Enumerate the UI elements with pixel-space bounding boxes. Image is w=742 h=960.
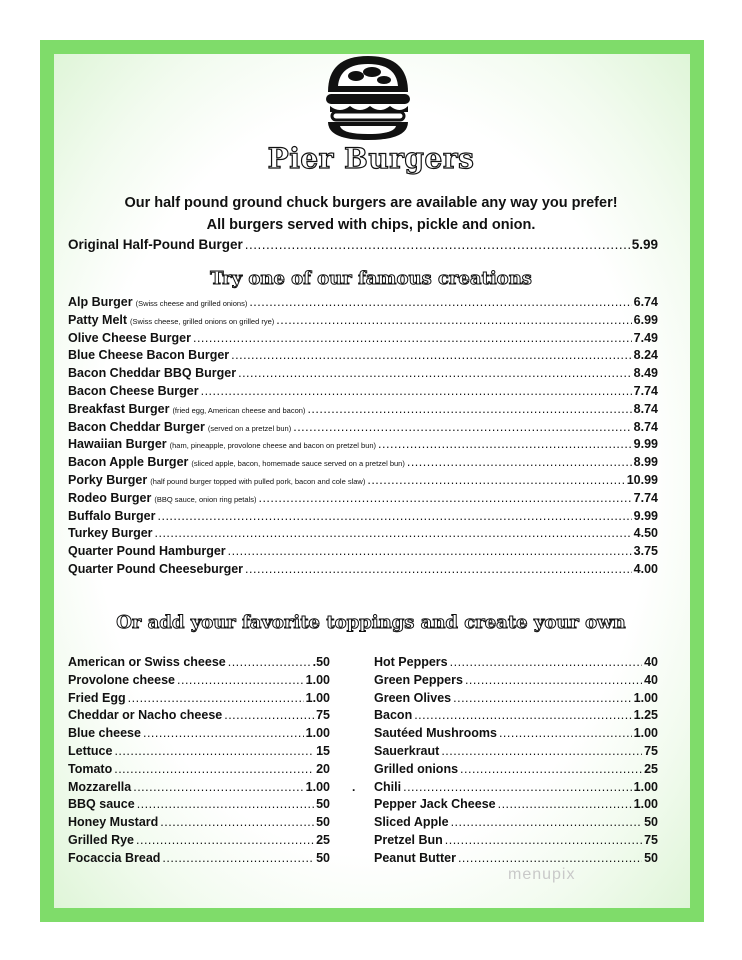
menu-item-price: 40: [644, 655, 658, 669]
menu-item-row: [68, 313, 658, 327]
leader-dots: [158, 509, 632, 523]
menu-item-name: Tomato: [68, 761, 113, 776]
leader-dots: [451, 815, 643, 829]
menu-item-name: Fried Egg: [68, 690, 126, 705]
menu-item-row: [374, 691, 658, 705]
leader-dots: [367, 473, 624, 487]
menu-item-row: [68, 437, 658, 451]
menu-item-row: [68, 491, 658, 505]
menu-item-note: (Swiss cheese, grilled onions on grilled rye): [130, 316, 275, 326]
leader-dots: [307, 402, 631, 416]
menu-item-note: (Swiss cheese and grilled onions): [135, 299, 248, 308]
menu-item-name: Buffalo Burger: [68, 508, 156, 523]
menu-item-row: [68, 473, 658, 487]
leader-dots: [114, 744, 314, 758]
menu-item-note: (BBQ sauce, onion ring petals): [154, 494, 257, 504]
menu-item-name: Chili: [374, 779, 402, 794]
menu-item-name: Sauerkraut: [374, 744, 440, 758]
leader-dots: [453, 691, 632, 705]
menu-item-price: 1.00: [633, 726, 658, 741]
menu-item-row: [68, 295, 658, 309]
menu-item-price: 8.74: [633, 401, 658, 416]
menu-item-price: 1.00: [305, 779, 330, 794]
menu-item-row: [374, 833, 658, 847]
leader-dots: [293, 420, 631, 434]
leader-dots: [499, 726, 632, 740]
menu-item-note: (sliced apple, bacon, homemade sauce served on a pretzel bun): [191, 459, 405, 469]
leader-dots: [128, 691, 304, 705]
menu-item-row: [374, 744, 658, 758]
menu-item-name: Honey Mustard: [68, 815, 159, 830]
leader-dots: [407, 455, 632, 469]
menu-item-price: 1.00: [633, 779, 658, 794]
menu-item-price: 8.74: [633, 419, 658, 434]
menu-item-row: [68, 673, 330, 687]
menu-item-row: [68, 348, 658, 362]
menu-item-row: [68, 762, 330, 776]
menu-item-price: 1.00: [305, 726, 330, 741]
leader-dots: [378, 437, 632, 451]
menu-item-row: [374, 708, 658, 722]
intro-line-2: All burgers served with chips, pickle and onion.: [206, 217, 536, 233]
menu-item-name: American or Swiss cheese: [68, 655, 226, 669]
menu-item-row: [68, 726, 330, 740]
menu-item-name: Green Olives: [374, 690, 452, 705]
menu-item-price: 8.49: [633, 366, 658, 381]
intro-line-1: Our half pound ground chuck burgers are available any way you prefer!: [124, 195, 618, 211]
watermark: menupix: [508, 866, 576, 883]
menu-item-row: [68, 655, 330, 669]
menu-item-note: (fried egg, American cheese and bacon): [172, 405, 306, 415]
menu-item-name: Cheddar or Nacho cheese: [68, 708, 223, 723]
menu-item-name: Porky Burger: [68, 473, 148, 487]
menu-item-name: Quarter Pound Hamburger: [68, 544, 226, 559]
leader-dots: [155, 526, 632, 540]
menu-item-price: 1.00: [305, 672, 330, 687]
menu-item-price: 6.99: [633, 312, 658, 327]
toppings-heading: Or add your favorite toppings and create your own: [116, 612, 626, 633]
menu-item-name: Sautéed Mushrooms: [374, 726, 497, 741]
menu-item-price: 75: [644, 744, 658, 758]
menu-item-price: 1.25: [633, 708, 658, 723]
leader-dots: [160, 815, 314, 829]
menu-item-name: Mozzarella: [68, 779, 132, 794]
menu-item-name: Grilled onions: [374, 761, 459, 776]
menu-item-name: Blue Cheese Bacon Burger: [68, 348, 230, 363]
stray-mark: .: [352, 780, 356, 794]
menu-item-name: Bacon Cheese Burger: [68, 384, 199, 398]
menu-item-row: [68, 509, 658, 523]
menu-item-row: [68, 455, 658, 469]
menu-item-price: 25: [316, 833, 330, 847]
menu-item-row: [68, 526, 658, 540]
leader-dots: [133, 780, 303, 794]
menu-item-price: 7.74: [633, 490, 658, 505]
menu-item-price: 6.74: [633, 295, 658, 309]
menu-item-price: 75: [316, 708, 330, 723]
menu-item-name: Sliced Apple: [374, 815, 449, 830]
leader-dots: [498, 797, 632, 811]
menu-item-name: Patty Melt: [68, 312, 128, 327]
menu-item-price: 75: [644, 833, 658, 847]
menu-item-name: Bacon: [374, 708, 413, 723]
menu-item-price: 9.99: [633, 508, 658, 523]
leader-dots: [403, 780, 632, 794]
menu-item-name: Bacon Cheddar Burger: [68, 419, 205, 434]
menu-item-price: 25: [644, 761, 658, 776]
menu-item-price: 50: [644, 850, 658, 865]
leader-dots: [450, 655, 642, 669]
menu-item-name: Provolone cheese: [68, 672, 175, 687]
menu-item-row: [68, 544, 658, 558]
original-burger-row: Original Half-Pound Burger ..... 5.99: [68, 237, 658, 252]
menu-item-row: [68, 366, 658, 380]
menu-item-price: 50: [316, 815, 330, 830]
menu-item-name: Grilled Rye: [68, 833, 134, 847]
leader-dots: [114, 762, 314, 776]
leader-dots: [201, 384, 632, 398]
menu-item-name: BBQ sauce: [68, 797, 135, 812]
menu-item-price: 15: [316, 744, 330, 758]
menu-item-price: 7.49: [633, 330, 658, 345]
menu-item-name: Breakfast Burger: [68, 401, 170, 416]
leader-dots: [458, 851, 642, 865]
menu-item-name: Olive Cheese Burger: [68, 330, 191, 345]
menu-item-price: 4.00: [633, 562, 658, 576]
menu-item-row: [68, 744, 330, 758]
menu-item-price: 8.99: [633, 455, 658, 470]
leader-dots: [177, 673, 304, 687]
leader-dots: [231, 348, 631, 362]
leader-dots: [193, 331, 632, 345]
menu-item-price: 8.24: [633, 348, 658, 363]
menu-item-price: 9.99: [633, 437, 658, 452]
menu-item-name: Hawaiian Burger: [68, 437, 167, 452]
menu-item-row: [374, 780, 658, 794]
menu-item-name: Peanut Butter: [374, 850, 456, 865]
menu-item-note: (ham, pineapple, provolone cheese and bacon on pretzel bun): [169, 441, 377, 451]
leader-dots: [465, 673, 642, 687]
menu-item-name: Green Peppers: [374, 672, 463, 687]
menu-item-price: .50: [312, 655, 330, 669]
menu-item-name: Bacon Apple Burger: [68, 455, 189, 470]
menu-item-row: [374, 851, 658, 865]
menu-item-name: Hot Peppers: [374, 655, 448, 669]
menu-item-price: 50: [316, 797, 330, 812]
menu-item-price: 20: [316, 761, 330, 776]
menu-item-row: [68, 815, 330, 829]
menu-item-note: (half pound burger topped with pulled pork, bacon and cole slaw): [150, 477, 366, 486]
menu-item-price: 50: [644, 815, 658, 830]
menu-item-row: [68, 833, 330, 847]
menu-item-row: [68, 780, 330, 794]
menu-item-row: [68, 691, 330, 705]
leader-dots: [414, 708, 631, 722]
menu-item-name: Turkey Burger: [68, 526, 153, 541]
menu-item-row: [68, 402, 658, 416]
burger-logo-icon: [320, 52, 416, 142]
menu-item-price: 1.00: [633, 690, 658, 705]
menu-item-name: Quarter Pound Cheeseburger: [68, 562, 244, 576]
leader-dots: [143, 726, 304, 740]
menu-item-row: [374, 815, 658, 829]
menu-item-price: 1.00: [305, 690, 330, 705]
leader-dots: [245, 562, 632, 576]
leader-dots: [136, 833, 314, 847]
leader-dots: [445, 833, 642, 847]
menu-item-row: [68, 331, 658, 345]
menu-item-row: [374, 726, 658, 740]
leader-dots: [224, 708, 314, 722]
menu-item-name: Lettuce: [68, 744, 113, 758]
leader-dots: [441, 744, 642, 758]
leader-dots: [228, 655, 311, 669]
leader-dots: [249, 295, 631, 309]
menu-item-row: [68, 797, 330, 811]
menu-item-row: [68, 708, 330, 722]
leader-dots: [238, 366, 632, 380]
leader-dots: [460, 762, 642, 776]
menu-item-name: Alp Burger: [68, 295, 133, 309]
menu-item-row: [374, 673, 658, 687]
creations-heading: Try one of our famous creations: [210, 268, 532, 289]
leader-dots: [258, 491, 631, 505]
leader-dots: [137, 797, 314, 811]
menu-item-price: 3.75: [633, 544, 658, 559]
menu-item-name: Pretzel Bun: [374, 833, 443, 847]
menu-item-price: 40: [644, 672, 658, 687]
menu-item-price: 1.00: [633, 797, 658, 812]
menu-item-name: Blue cheese: [68, 726, 141, 741]
menu-item-row: [68, 851, 330, 865]
menu-item-note: (served on a pretzel bun): [207, 423, 292, 433]
menu-item-price: 4.50: [633, 526, 658, 541]
menu-item-row: [68, 562, 658, 576]
leader-dots: [276, 313, 631, 327]
menu-item-row: [374, 655, 658, 669]
menu-item-price: 7.74: [633, 384, 658, 398]
menu-item-name: Pepper Jack Cheese: [374, 797, 496, 812]
menu-item-row: [374, 762, 658, 776]
leader-dots: [162, 851, 314, 865]
menu-item-price: 10.99: [626, 473, 658, 487]
restaurant-title: Pier Burgers: [267, 142, 475, 175]
menu-item-price: 50: [316, 850, 330, 865]
menu-item-row: [68, 420, 658, 434]
leader-dots: [228, 544, 632, 558]
menu-item-row: [68, 384, 658, 398]
menu-item-name: Bacon Cheddar BBQ Burger: [68, 366, 237, 381]
menu-item-row: [374, 797, 658, 811]
menu-item-name: Focaccia Bread: [68, 850, 161, 865]
menu-item-name: Rodeo Burger: [68, 490, 152, 505]
